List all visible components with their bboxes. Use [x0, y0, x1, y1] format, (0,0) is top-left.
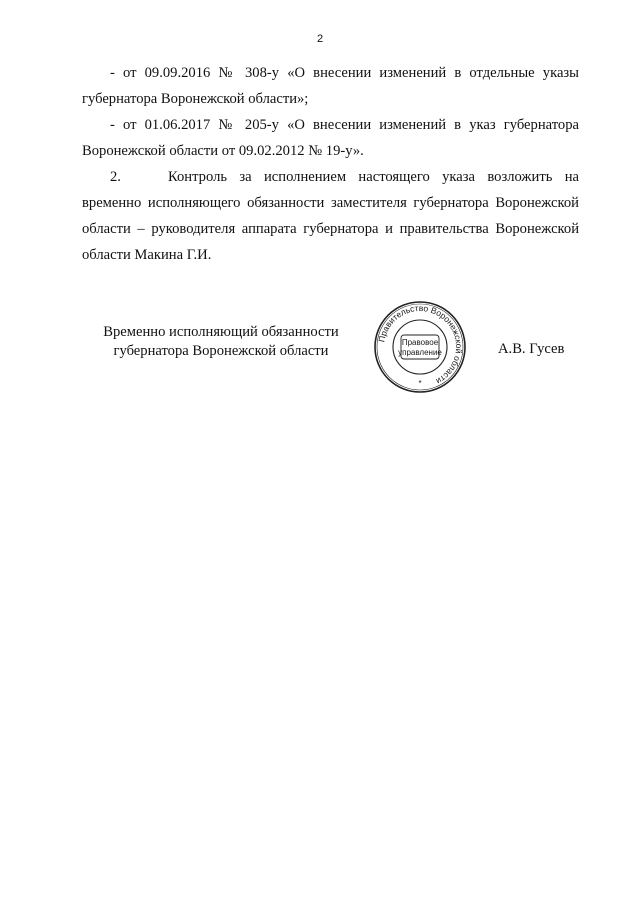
clause-number: 2.: [110, 169, 121, 185]
paragraph-line: области – руководителя аппарата губернатора и правительства Воронежской: [82, 221, 579, 237]
paragraph-line: области Макина Г.И.: [82, 247, 212, 263]
stamp-seal-graphic: [373, 300, 467, 394]
paragraph-line: губернатора Воронежской области»;: [82, 91, 309, 107]
paragraph-amendment-308: [82, 60, 579, 112]
signer-position-line: губернатора Воронежской области: [113, 343, 329, 359]
stamp-center-line: управление: [398, 348, 442, 357]
paragraph-amendment-205: [82, 112, 579, 164]
clause-first-line: Контроль за исполнением настоящего указа возложить на: [168, 169, 579, 185]
signer-position-line: Временно исполняющий обязанности: [103, 324, 339, 340]
stamp-ring-text: Правительство Воронежской области: [376, 302, 465, 387]
page-number: 2: [316, 33, 324, 45]
official-stamp: [373, 300, 467, 394]
paragraph-line: Воронежской области от 09.02.2012 № 19-у».: [82, 143, 364, 159]
paragraph-control-clause: [82, 164, 579, 268]
paragraph-line: временно исполняющего обязанности заместителя губернатора Воронежской: [82, 195, 579, 211]
signer-position: [96, 323, 346, 361]
paragraph-line-numbered: [82, 164, 579, 190]
stamp-star-mark: *: [418, 379, 422, 388]
signer-name: А.В. Гусев: [498, 341, 565, 357]
paragraph-line: - от 01.06.2017 № 205-у «О внесении изменений в указ губернатора: [110, 117, 579, 133]
paragraph-line: - от 09.09.2016 № 308-у «О внесении изменений в отдельные указы: [110, 65, 579, 81]
stamp-center-line: Правовое: [401, 338, 439, 347]
